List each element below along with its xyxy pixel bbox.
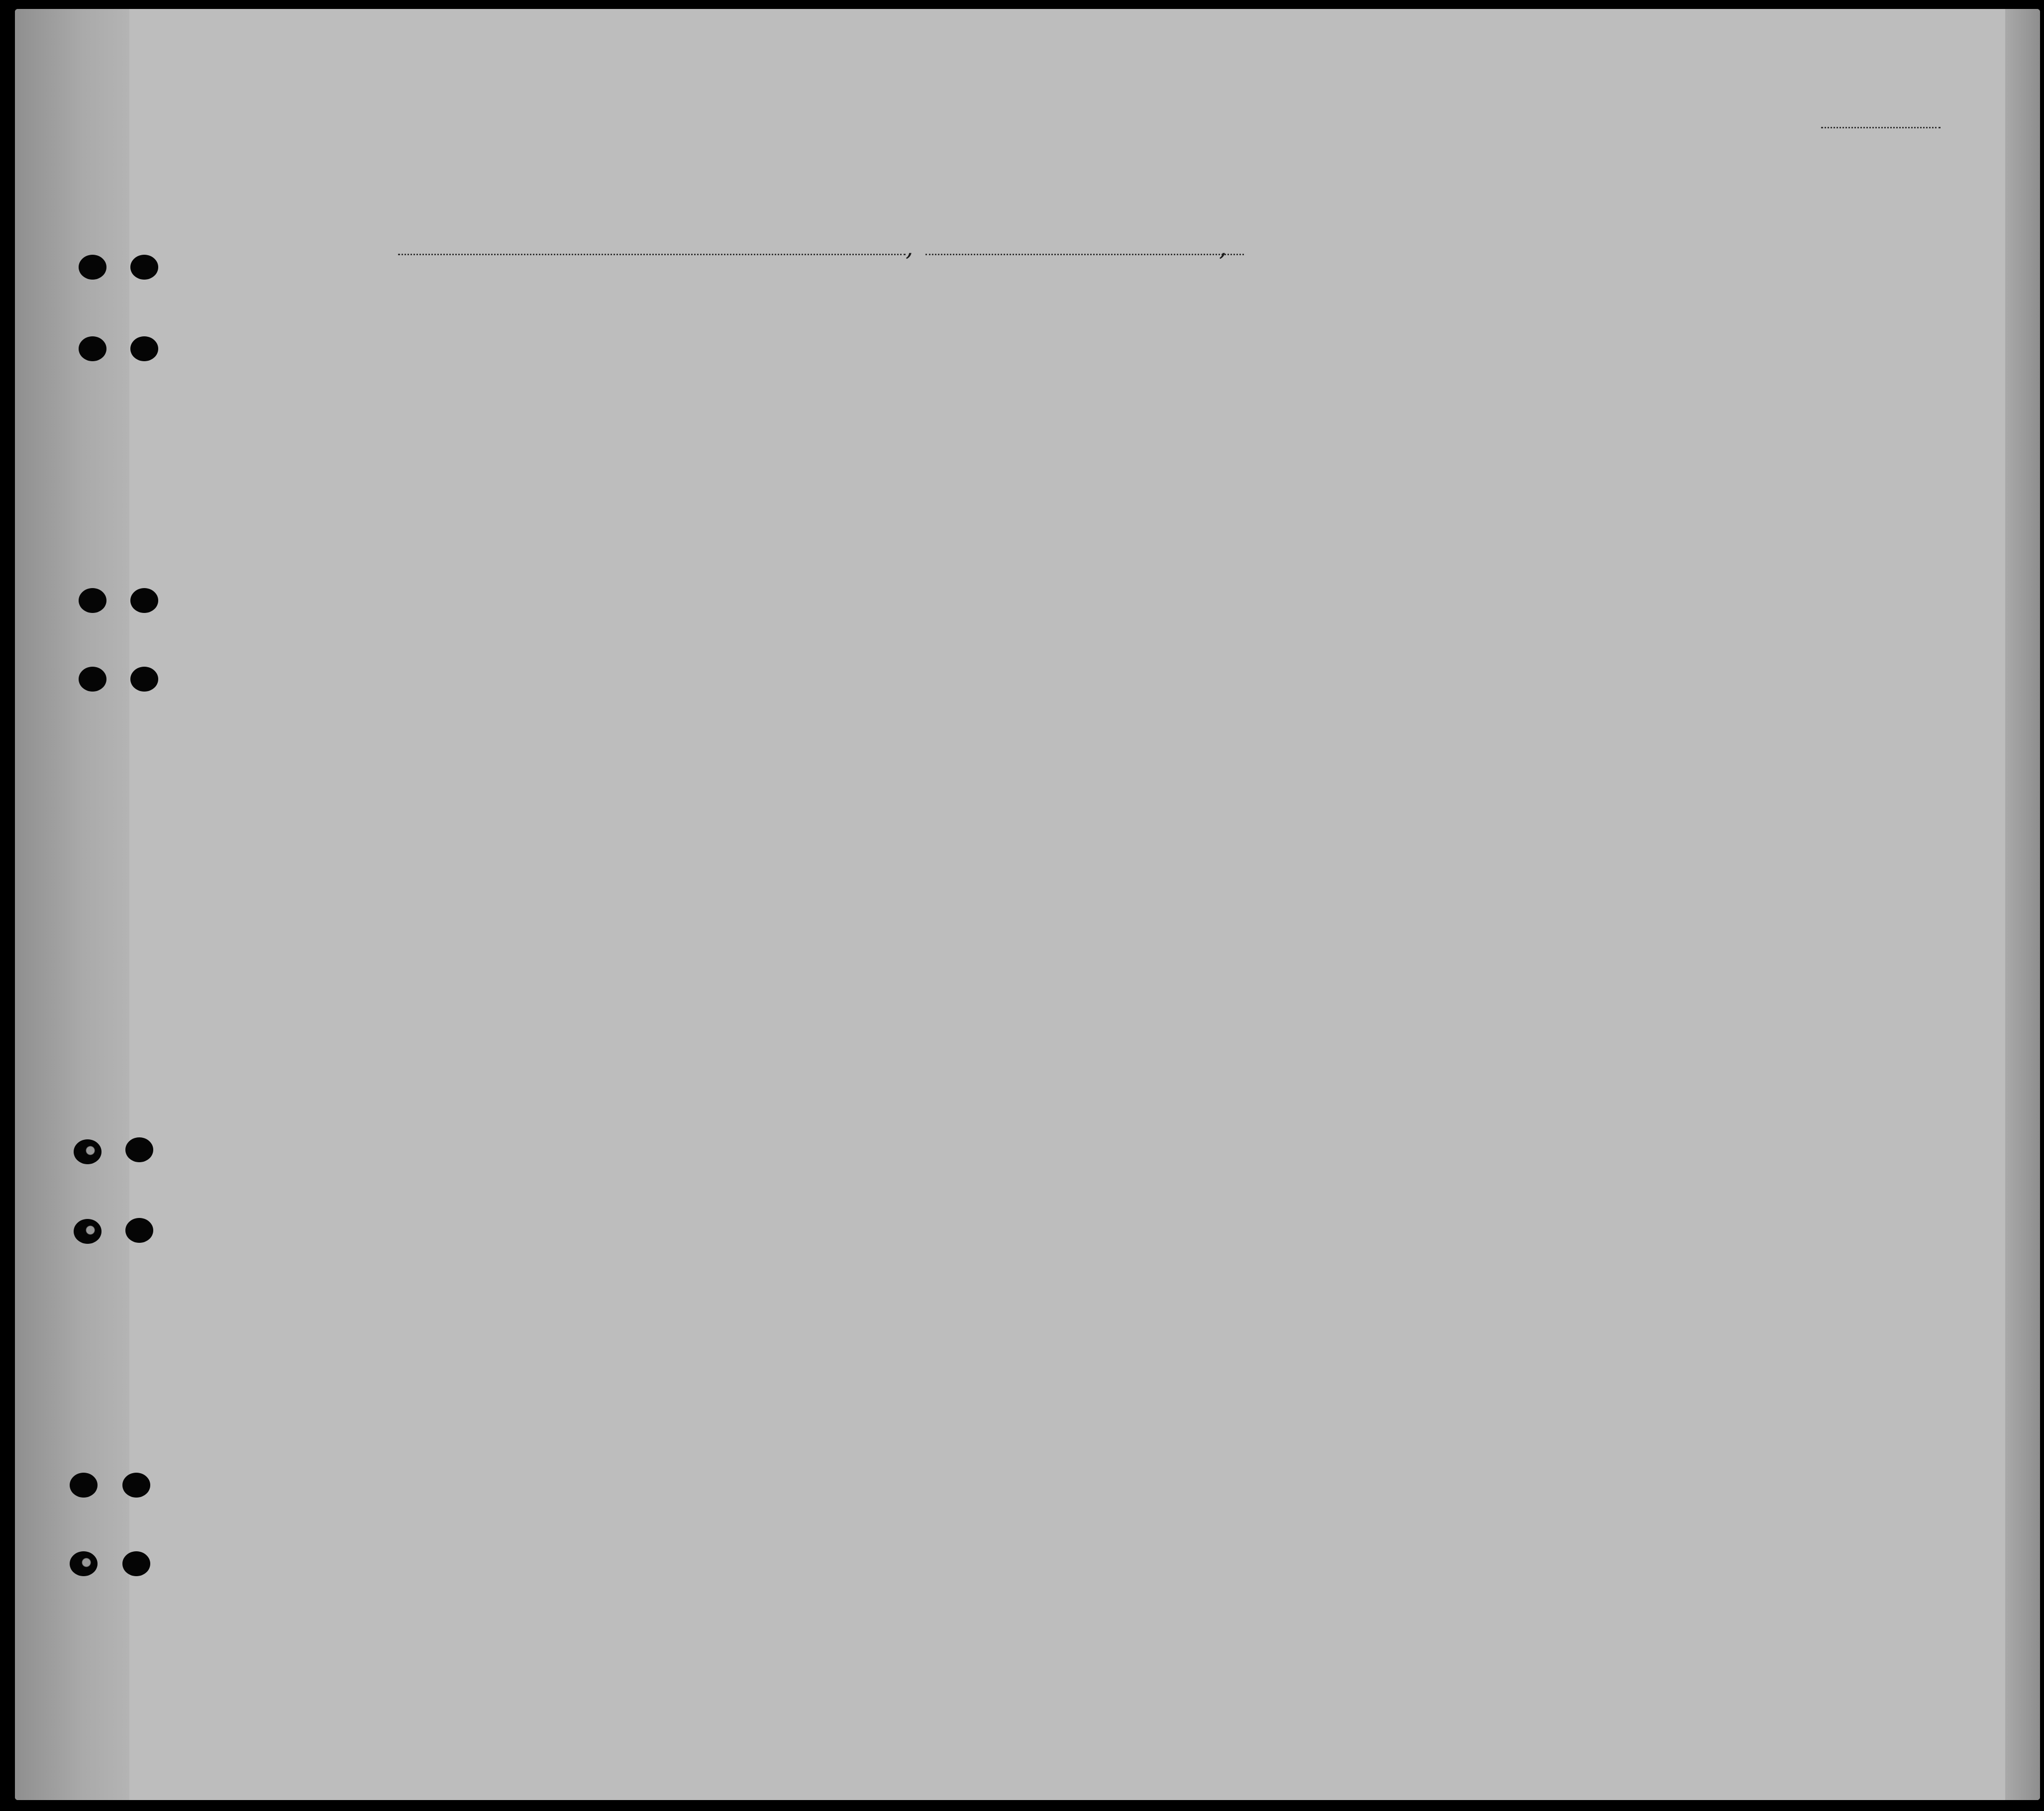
comma: , xyxy=(906,234,914,262)
comma-2: , xyxy=(1219,234,1227,262)
